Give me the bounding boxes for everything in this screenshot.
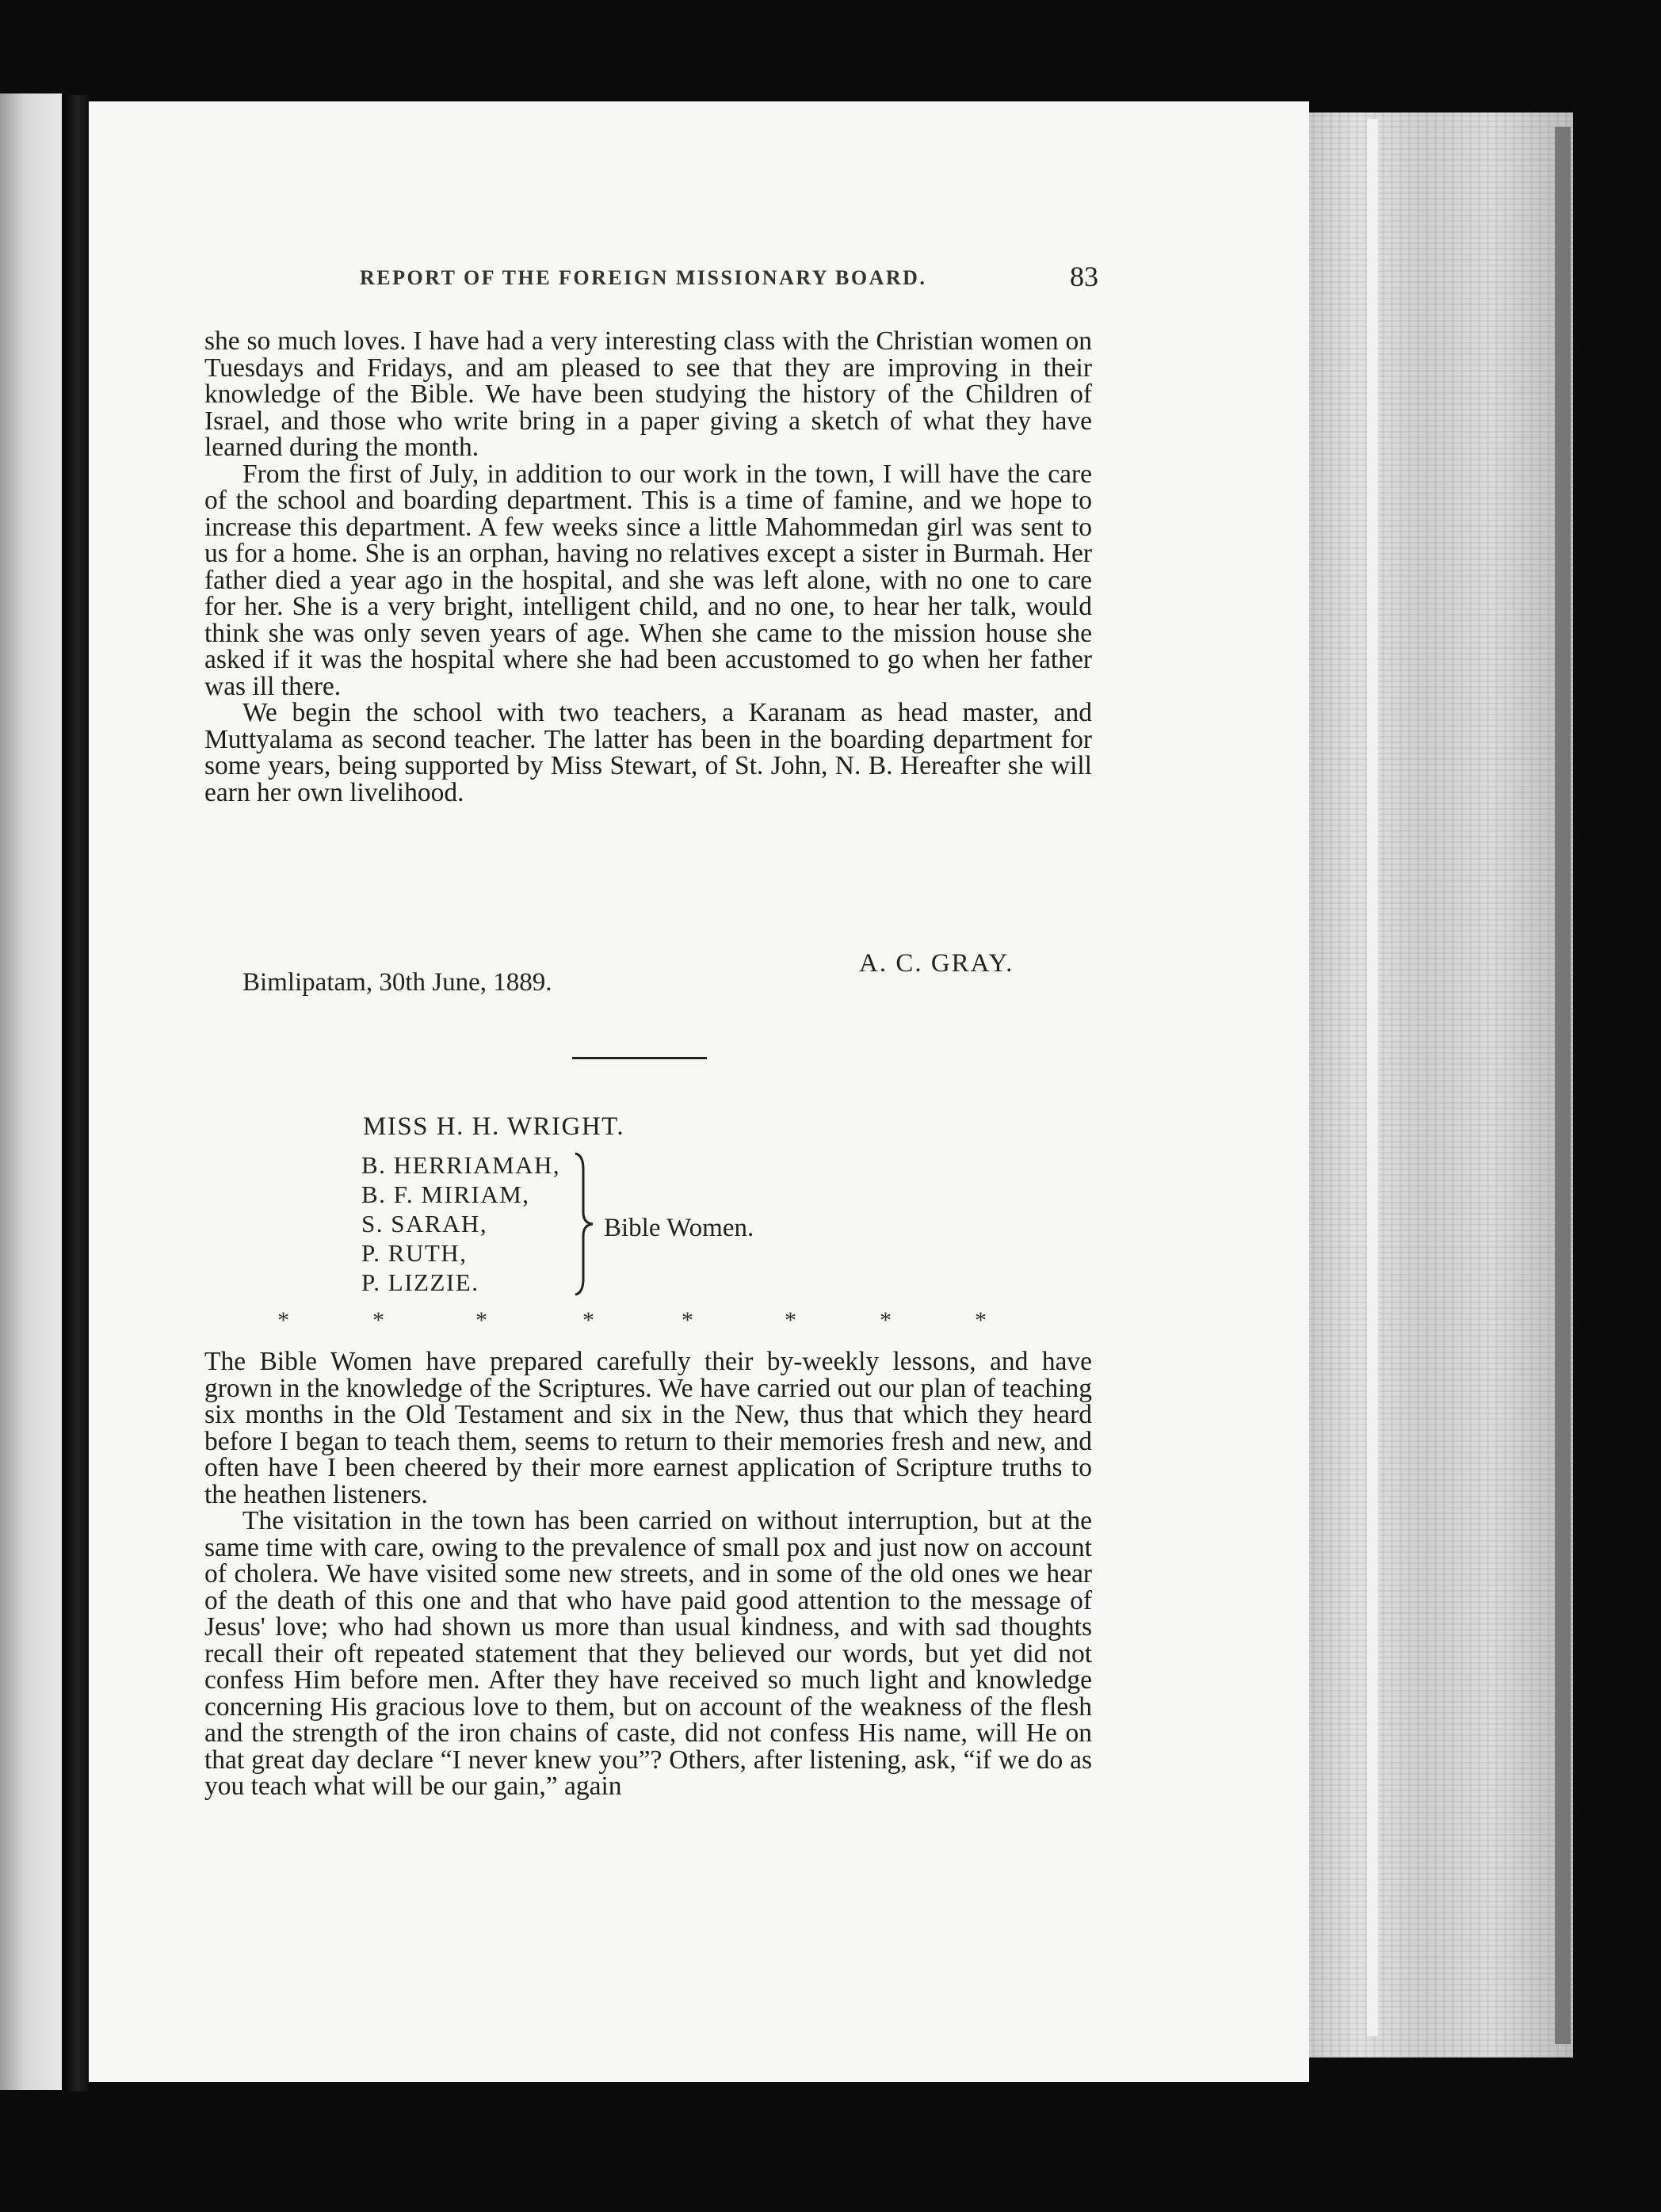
adjacent-page-edge (0, 93, 62, 2090)
asterisk: * (582, 1307, 594, 1333)
asterisk: * (372, 1307, 384, 1333)
curly-brace-icon (572, 1150, 596, 1298)
running-head: REPORT OF THE FOREIGN MISSIONARY BOARD. (360, 266, 927, 289)
list-item: B. F. MIRIAM, (361, 1180, 530, 1208)
asterisk: * (475, 1307, 487, 1333)
asterism (277, 1307, 991, 1339)
list-item: B. HERRIAMAH, (361, 1151, 561, 1179)
place-date: Bimlipatam, 30th June, 1889. (242, 968, 552, 997)
asterisk: * (682, 1307, 693, 1333)
page-stack-highlight (1367, 119, 1378, 2036)
group-label: Bible Women. (604, 1214, 754, 1242)
book-cover-edge (1555, 127, 1571, 2044)
asterisk: * (277, 1307, 289, 1333)
paragraph: We begin the school with two teachers, a Karanam as head master, and Muttyalama as second teacher. The latter has been in the boarding department for some years, being supported by Miss Stewart, of St. John, N. B. Hereafter she will earn her own livelihood. (204, 698, 1092, 807)
asterisk: * (880, 1307, 892, 1333)
paragraph: The Bible Women have prepared carefully their by-weekly lessons, and have grown in the knowledge of the Scriptures. We have carried out our plan of teaching six months in the Old Testament and six in the New, thus that which they heard before I began to teach them, seems to return to their memories fresh and new, and often have I been cheered by their more earnest application of Scripture truths to the heathen listeners. (204, 1347, 1092, 1509)
report-text-section-1 (204, 328, 1092, 806)
paragraph: The visitation in the town has been carried on without interruption, but at the same time with care, owing to the prevalence of small pox and just now on account of cholera. We have visited some new streets, and in some of the old ones we hear of the death of this one and that who have paid good attention to the message of Jesus' love; who had shown us more than usual kindness, and with sad thoughts recall their oft repeated statement that they believed our words, but yet did not confess Him before men. After they have received so much light and knowledge concerning His gracious love to them, but on account of the weakness of the flesh and the strength of the iron chains of caste, did not confess His name, will He on that great day declare “I never knew you”? Others, after listening, ask, “if we do as you teach what will be our gain,” again (204, 1506, 1092, 1801)
list-item: S. SARAH, (361, 1210, 488, 1238)
book-gutter (62, 95, 89, 2092)
paragraph: From the first of July, in addition to our work in the town, I will have the care of the school and boarding department. This is a time of famine, and we hope to increase this department. A few weeks since a little Mahommedan girl was sent to us for a home. She is an orphan, having no relatives except a sister in Burmah. Her father died a year ago in the hospital, and she was left alone, with no one to care for her. She is a very bright, intelligent child, and no one, to hear her talk, would think she was only seven years of age. When she came to the mission house she asked if it was the hospital where she had been accustomed to go when her father was ill there. (204, 459, 1092, 701)
page-number: 83 (1070, 261, 1098, 292)
asterisk: * (975, 1307, 987, 1333)
page-header (360, 260, 1098, 299)
paragraph: she so much loves. I have had a very interesting class with the Christian women on Tuesdays and Fridays, and am pleased to see that they are improving in their knowledge of the Bible. We have been studying the history of the Children of Israel, and those who write bring in a paper giving a sketch of what they have learned during the month. (204, 326, 1092, 462)
list-item: P. LIZZIE. (361, 1268, 479, 1296)
list-item: P. RUTH, (361, 1239, 468, 1267)
bible-women-list (361, 1150, 560, 1297)
section-divider (572, 1057, 707, 1059)
asterisk: * (785, 1307, 796, 1333)
report-text-section-2 (204, 1348, 1092, 1800)
missionary-name: MISS H. H. WRIGHT. (363, 1112, 625, 1141)
page-stack-edge (1304, 113, 1573, 2058)
signature: A. C. GRAY. (859, 949, 1014, 978)
